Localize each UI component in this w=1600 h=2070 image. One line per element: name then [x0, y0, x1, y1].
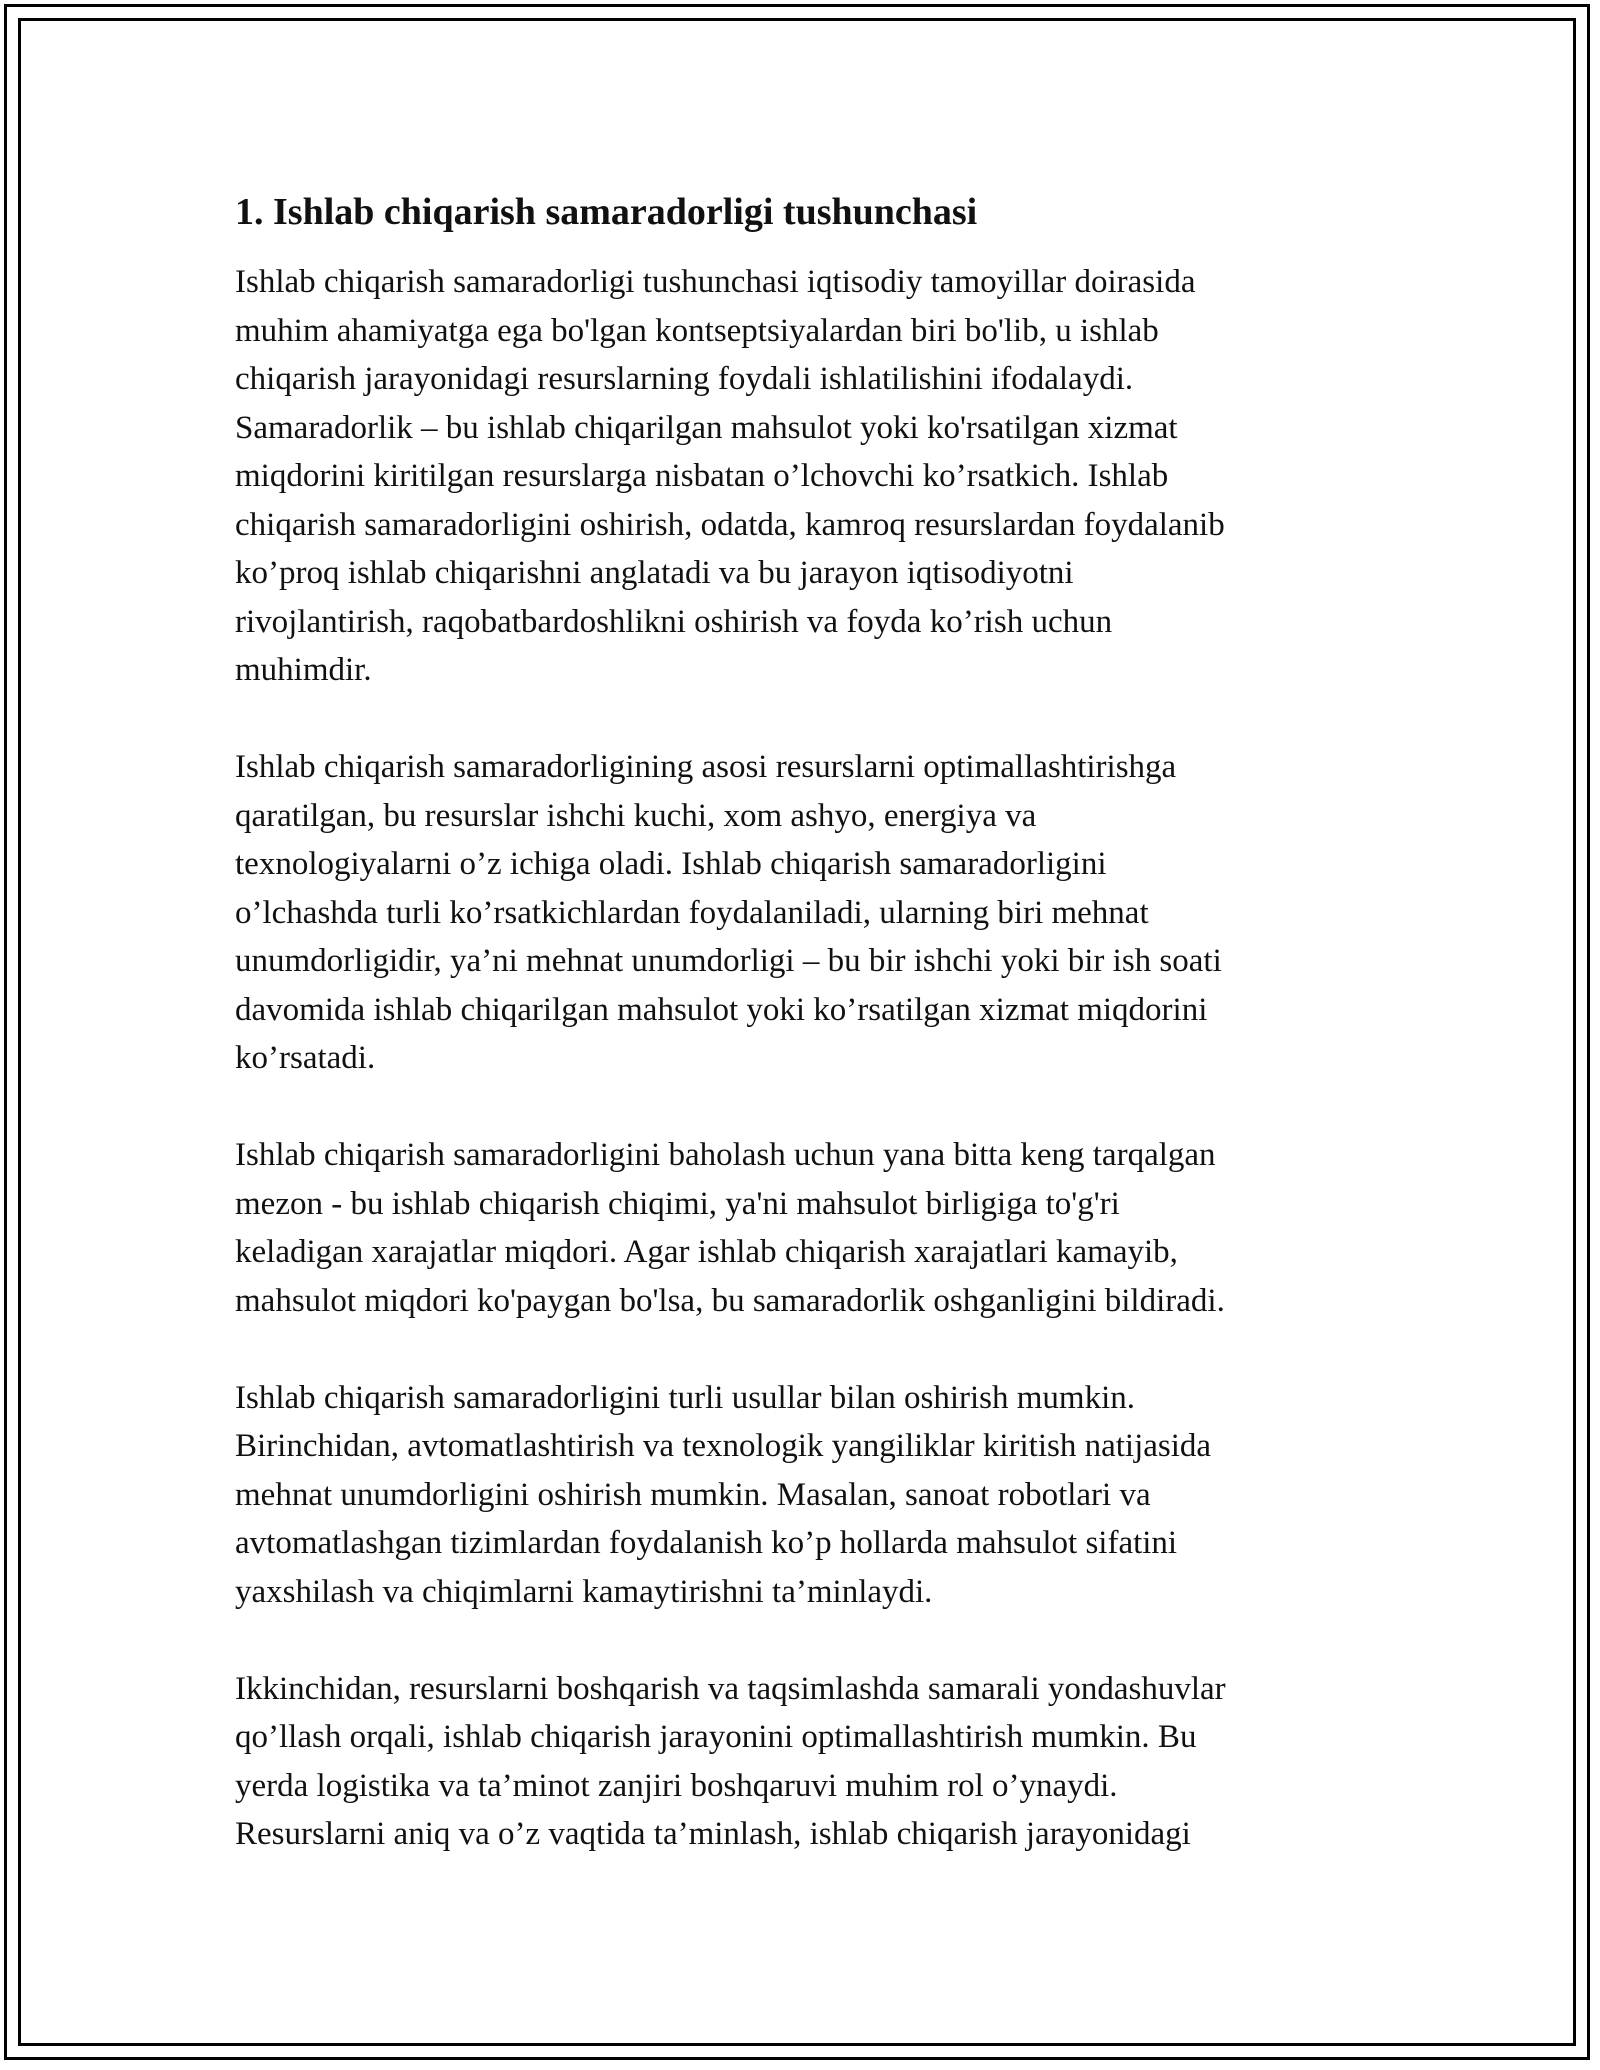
- document-body: [235, 186, 1355, 1907]
- paragraph-2: Ishlab chiqarish samaradorligining asosi resurslarni optimallashtirishga qaratilgan, bu resurslar ishchi kuchi, xom ashyo, energiya va texnologiyalarni o’z ichiga oladi. Ishlab chiqarish samaradorligini o’lchashda turli ko’rsatkichlardan foydalaniladi, ularning biri mehnat unumdorligidir, ya’ni mehnat unumdorligi – bu bir ishchi yoki bir ish soati davomida ishlab chiqarilgan mahsulot yoki ko’rsatilgan xizmat miqdorini ko’rsatadi.: [235, 749, 1222, 1076]
- paragraph-4: Ishlab chiqarish samaradorligini turli usullar bilan oshirish mumkin. Birinchidan, avtomatlashtirish va texnologik yangiliklar kiritish natijasida mehnat unumdorligini oshirish mumkin. Masalan, sanoat robotlari va avtomatlashgan tizimlardan foydalanish ko’p hollarda mahsulot sifatini yaxshilash va chiqimlarni kamaytirishni ta’minlaydi.: [235, 1379, 1212, 1610]
- paragraph-5: Ikkinchidan, resurslarni boshqarish va taqsimlashda samarali yondashuvlar qo’llash orqali, ishlab chiqarish jarayonini optimallashtirish mumkin. Bu yerda logistika va ta’minot zanjiri boshqaruvi muhim rol o’ynaydi. Resurslarni aniq va o’z vaqtida ta’minlash, ishlab chiqarish jarayonidagi: [235, 1670, 1226, 1852]
- paragraph-1: Ishlab chiqarish samaradorligi tushunchasi iqtisodiy tamoyillar doirasida muhim ahamiyatga ega bo'lgan kontseptsiyalardan biri bo'lib, u ishlab chiqarish jarayonidagi resurslarning foydali ishlatilishini ifodalaydi. Samaradorlik – bu ishlab chiqarilgan mahsulot yoki ko'rsatilgan xizmat miqdorini kiritilgan resurslarga nisbatan o’lchovchi ko’rsatkich. Ishlab chiqarish samaradorligini oshirish, odatda, kamroq resurslardan foydalanib ko’proq ishlab chiqarishni anglatadi va bu jarayon iqtisodiyotni rivojlantirish, raqobatbardoshlikni oshirish va foyda ko’rish uchun muhimdir.: [235, 264, 1225, 688]
- paragraph-3: Ishlab chiqarish samaradorligini baholash uchun yana bitta keng tarqalgan mezon - bu ishlab chiqarish chiqimi, ya'ni mahsulot birligiga to'g'ri keladigan xarajatlar miqdori. Agar ishlab chiqarish xarajatlari kamayib, mahsulot miqdori ko'paygan bo'lsa, bu samaradorlik oshganligini bildiradi.: [235, 1137, 1225, 1319]
- section-heading: 1. Ishlab chiqarish samaradorligi tushunchasi: [235, 191, 978, 233]
